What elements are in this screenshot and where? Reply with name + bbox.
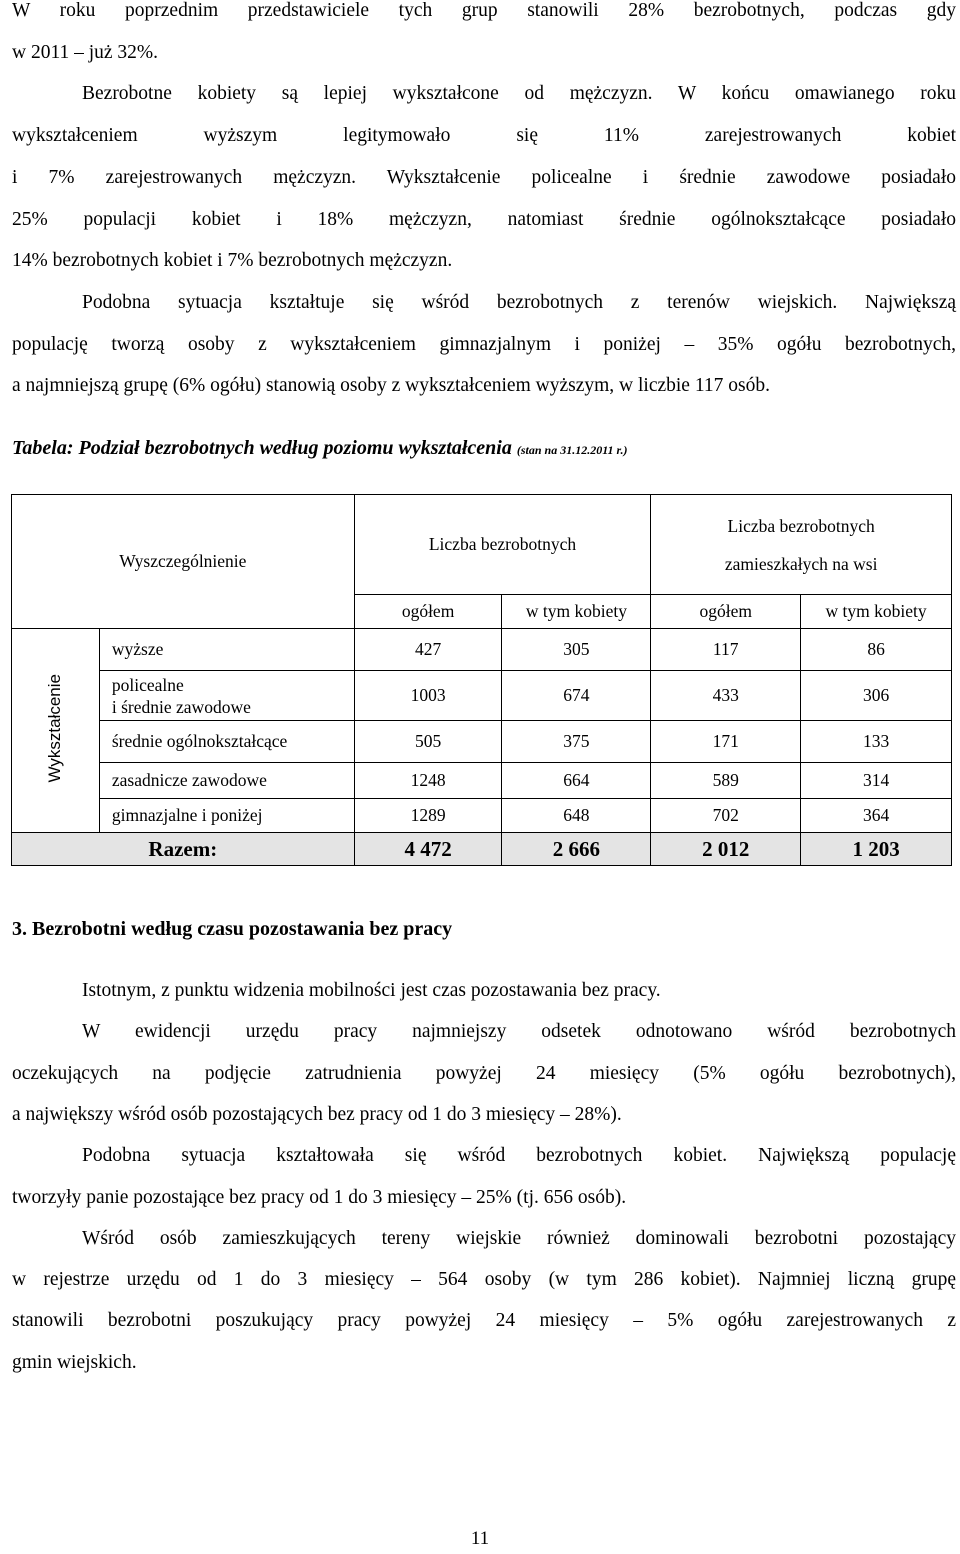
text-line [12, 115, 956, 157]
cell: 314 [801, 763, 952, 799]
text-line-content: W roku poprzednim przedstawiciele tych grup stanowili 28% bezrobotnych, podczas gdy [12, 0, 956, 21]
header-total-unemployed: Liczba bezrobotnych [354, 495, 651, 595]
text-line-content: 25% populacji kobiet i 18% mężczyzn, natomiast średnie ogólnokształcące posiadało [12, 208, 956, 230]
sub-header: w tym kobiety [502, 595, 651, 629]
text-line-content: Podobna sytuacja kształtowała się wśród bezrobotnych kobiet. Największą populację [82, 1145, 956, 1167]
total-cell: 2 666 [502, 833, 651, 866]
row-label: gimnazjalne i poniżej [99, 799, 354, 833]
text-line-content: stanowili bezrobotni poszukujący pracy powyżej 24 miesięcy – 5% ogółu zarejestrowanych z [12, 1310, 956, 1332]
group-label: Wykształcenie [45, 673, 65, 783]
header-specification: Wyszczególnienie [12, 495, 355, 629]
text-line [12, 32, 956, 74]
total-cell: 4 472 [354, 833, 502, 866]
row-label: zasadnicze zawodowe [99, 763, 354, 799]
total-cell: 1 203 [801, 833, 952, 866]
sub-header: ogółem [354, 595, 502, 629]
text-line-content: i 7% zarejestrowanych mężczyzn. Wykształcenie policealne i średnie zawodowe posiadało [12, 166, 956, 188]
text-line [12, 282, 956, 324]
sub-header: ogółem [651, 595, 801, 629]
text-line [12, 157, 956, 199]
text-line [12, 1177, 956, 1219]
text-line-content: Bezrobotne kobiety są lepiej wykształcone od mężczyzn. W końcu omawianego roku [82, 83, 956, 105]
text-line-content: Wśród osób zamieszkujących tereny wiejskie również dominowali bezrobotni pozostający [82, 1227, 956, 1249]
text-line [12, 1011, 956, 1053]
text-line [12, 73, 956, 115]
table-row [12, 721, 952, 763]
text-line-content: gmin wiejskich. [12, 1351, 137, 1373]
sub-header: w tym kobiety [801, 595, 952, 629]
total-cell: 2 012 [651, 833, 801, 866]
cell: 171 [651, 721, 801, 763]
total-row [12, 833, 952, 866]
cell: 505 [354, 721, 502, 763]
text-line [12, 970, 956, 1012]
text-line-content: wykształceniem wyższym legitymowało się 11% zarejestrowanych kobiet [12, 125, 956, 147]
header-rural-line1: Liczba bezrobotnych [727, 515, 875, 536]
text-line [12, 1135, 956, 1177]
text-line-content: w rejestrze urzędu od 1 do 3 miesięcy – 564 osoby (w tym 286 kobiet). Najmniej liczną grupę [12, 1269, 956, 1291]
table-row [12, 799, 952, 833]
table-caption-note: (stan na 31.12.2011 r.) [516, 443, 628, 457]
text-line [12, 1259, 956, 1301]
cell: 86 [801, 629, 952, 671]
table-caption [12, 437, 628, 460]
cell: 433 [651, 671, 801, 721]
table-row [12, 629, 952, 671]
text-line-content: W ewidencji urzędu pracy najmniejszy odsetek odnotowano wśród bezrobotnych [82, 1021, 956, 1043]
text-line-content: tworzyły panie pozostające bez pracy od 1 do 3 miesięcy – 25% (tj. 656 osób). [12, 1186, 627, 1208]
cell: 702 [651, 799, 801, 833]
text-line [12, 240, 956, 282]
education-table [11, 494, 952, 866]
text-line [12, 199, 956, 241]
text-line-content: w 2011 – już 32%. [12, 41, 159, 63]
table-row [12, 763, 952, 799]
row-label-line1: policealne [111, 674, 184, 695]
cell: 305 [502, 629, 651, 671]
cell: 1289 [354, 799, 502, 833]
table-caption-main: Tabela: Podział bezrobotnych według poziomu wykształcenia [12, 437, 512, 459]
text-line-content: 14% bezrobotnych kobiet i 7% bezrobotnych mężczyzn. [12, 250, 453, 272]
cell: 117 [651, 629, 801, 671]
text-line-content: Podobna sytuacja kształtuje się wśród bezrobotnych z terenów wiejskich. Największą [82, 291, 956, 313]
header-rural-unemployed [651, 495, 952, 595]
cell: 664 [502, 763, 651, 799]
cell: 375 [502, 721, 651, 763]
cell: 133 [801, 721, 952, 763]
section-heading: 3. Bezrobotni według czasu pozostawania bez pracy [12, 918, 453, 940]
text-line [12, 365, 956, 407]
text-line-content: oczekujących na podjęcie zatrudnienia powyżej 24 miesięcy (5% ogółu bezrobotnych), [12, 1062, 956, 1084]
text-line [12, 1342, 956, 1384]
total-label: Razem: [12, 833, 355, 866]
text-line-content: Istotnym, z punktu widzenia mobilności jest czas pozostawania bez pracy. [82, 980, 661, 1001]
cell: 648 [502, 799, 651, 833]
cell: 427 [354, 629, 502, 671]
cell: 306 [801, 671, 952, 721]
row-label-line2: i średnie zawodowe [111, 696, 251, 717]
cell: 674 [502, 671, 651, 721]
text-line-content: a najmniejszą grupę (6% ogółu) stanowią osoby z wykształceniem wyższym, w liczbie 117 osób. [12, 375, 770, 397]
row-label: średnie ogólnokształcące [99, 721, 354, 763]
text-line [12, 1218, 956, 1260]
cell: 364 [801, 799, 952, 833]
text-line-content: populację tworzą osoby z wykształceniem gimnazjalnym i poniżej – 35% ogółu bezrobotnych, [12, 333, 956, 355]
text-line [12, 1053, 956, 1095]
cell: 1248 [354, 763, 502, 799]
header-rural-line2: zamieszkałych na wsi [724, 553, 878, 574]
text-line-content: a największy wśród osób pozostających bez pracy od 1 do 3 miesięcy – 28%). [12, 1103, 622, 1125]
group-label-cell [12, 629, 100, 833]
table-row [12, 671, 952, 721]
row-label: wyższe [99, 629, 354, 671]
page-number: 11 [470, 1528, 490, 1549]
text-line [12, 1094, 956, 1136]
row-label [99, 671, 354, 721]
text-line [12, 324, 956, 366]
cell: 589 [651, 763, 801, 799]
text-line [12, 0, 956, 32]
text-line [12, 1300, 956, 1342]
cell: 1003 [354, 671, 502, 721]
